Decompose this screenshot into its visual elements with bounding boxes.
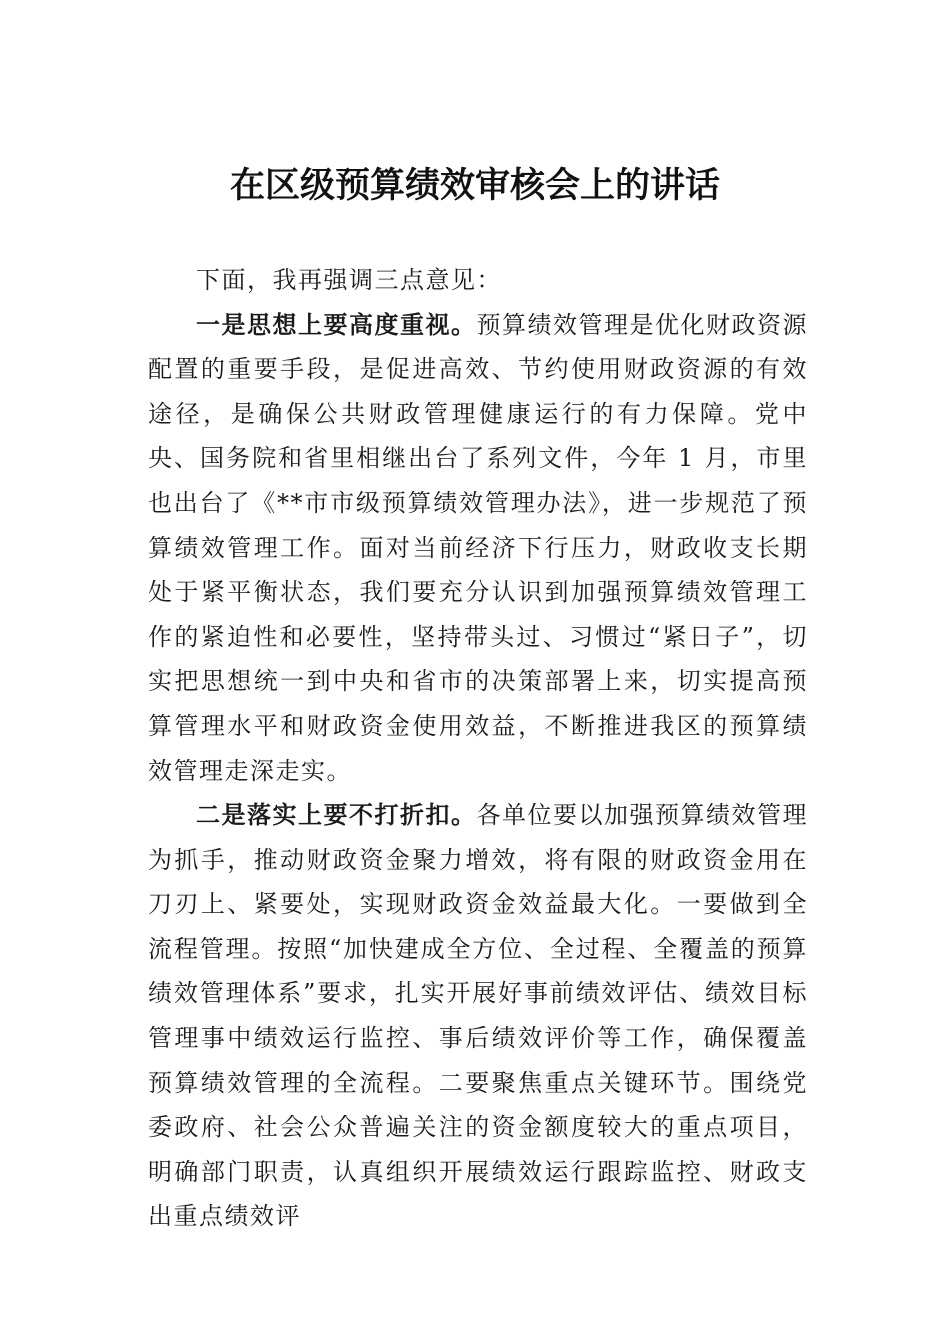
point-one-text: 预算绩效管理是优化财政资源配置的重要手段，是促进高效、节约使用财政资源的有效途径，是确保公共财政管理健康运行的有力保障。党中央、国务院和省里相继出台了系列文件，今年 1 月，市里也出台了《**市市级预算绩效管理办法》，进一步规范了预算绩效管理工作。面对当前经济下行压力，财政收支长期处于紧平衡状态，我们要充分认识到加强预算绩效管理工作的紧迫性和必要性，坚持带头过、习惯过“紧日子”，切实把思想统一到中央和省市的决策部署上来，切实提高预算管理水平和财政资金使用效益，不断推进我区的预算绩效管理走深走实。 [148,310,808,785]
point-one-paragraph [148,303,808,794]
document-body-section-2 [148,793,808,1239]
point-one-lead: 一是思想上要高度重视。 [196,309,477,339]
page-title: 在区级预算绩效审核会上的讲话 [229,165,720,206]
point-two-text: 各单位要以加强预算绩效管理为抓手，推动财政资金聚力增效，将有限的财政资金用在刀刃上、紧要处，实现财政资金效益最大化。一要做到全流程管理。按照“加快建成全方位、全过程、全覆盖的预算绩效管理体系”要求，扎实开展好事前绩效评估、绩效目标管理事中绩效运行监控、事后绩效评价等工作，确保覆盖预算绩效管理的全流程。二要聚焦重点关键环节。围绕党委政府、社会公众普遍关注的资金额度较大的重点项目，明确部门职责，认真组织开展绩效运行跟踪监控、财政支出重点绩效评 [148,801,808,1231]
point-two-paragraph [148,793,808,1239]
intro-paragraph: 下面，我再强调三点意见： [196,266,502,294]
point-two-lead: 二是落实上要不打折扣。 [196,800,477,829]
document-body-section-1 [148,258,808,793]
